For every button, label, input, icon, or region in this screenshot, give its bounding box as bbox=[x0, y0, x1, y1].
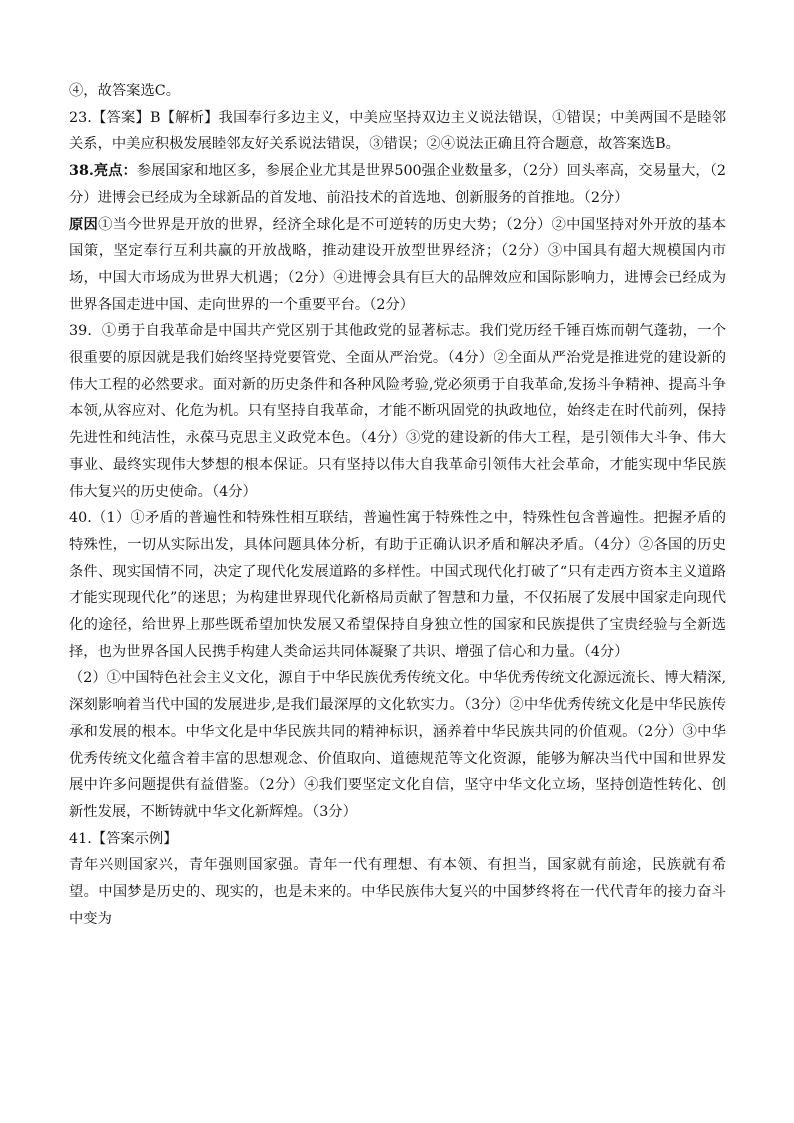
answer-38-reasons-text: ①当今世界是开放的世界，经济全球化是不可逆转的历史大势；（2分）②中国坚持对外开放的基本国策，坚定奉行互利共赢的开放战略，推动建设开放型世界经济；（2分）③中国具有超大规模国内市场，中国大市场成为世界大机遇；（2分）④进博会具有巨大的品牌效应和国际影响力，进博会已经成为世界各国走进中国、走向世界的一个重要平台。（2分） bbox=[69, 216, 727, 313]
answer-38-highlights bbox=[69, 158, 726, 211]
answer-38-highlights-label: 38.亮点： bbox=[69, 163, 137, 180]
answer-38-reasons bbox=[69, 212, 726, 319]
answer-41-heading: 41.【答案示例】 bbox=[69, 830, 178, 847]
answer-41-body: 青年兴则国家兴，青年强则国家强。青年一代有理想、有本领、有担当，国家就有前途，民族就有希望。中国梦是历史的、现实的，也是未来的。中华民族伟大复兴的中国梦终将在一代代青年的接力奋斗中变为 bbox=[69, 857, 726, 927]
answer-40-part1: 40.（1）①矛盾的普遍性和特殊性相互联结，普遍性寓于特殊性之中，特殊性包含普遍性。把握矛盾的特殊性，一切从实际出发，具体问题具体分析，有助于正确认识矛盾和解决矛盾。（4分）②各国的历史条件、现实国情不同，决定了现代化发展道路的多样性。中国式现代化打破了“只有走西方资本主义道路才能实现现代化”的迷思；为构建世界现代化新格局贡献了智慧和力量，不仅拓展了发展中国家走向现代化的途径，给世界上那些既希望加快发展又希望保持自身独立性的国家和民族提供了宝贵经验与全新选择，也为世界各国人民携手构建人类命运共同体凝聚了共识、增强了信心和力量。（4分） bbox=[69, 510, 726, 660]
answer-39: 39．①勇于自我革命是中国共产党区别于其他政党的显著标志。我们党历经千锤百炼而朝气蓬勃，一个很重要的原因就是我们始终坚持党要管党、全面从严治党。（4分）②全面从严治党是推进党的建设新的伟大工程的必然要求。面对新的历史条件和各种风险考验,党必须勇于自我革命,发扬斗争精神、提高斗争本领,从容应对、化危为机。只有坚持自我革命，才能不断巩固党的执政地位，始终走在时代前列，保持先进性和纯洁性，永葆马克思主义政党本色。（4分）③党的建设新的伟大工程，是引领伟大斗争、伟大事业、最终实现伟大梦想的根本保证。只有坚持以伟大自我革命引领伟大社会革命，才能实现中华民族伟大复兴的历史使命。（4分） bbox=[69, 323, 726, 500]
answer-23: 23.【答案】B【解析】我国奉行多边主义，中美应坚持双边主义说法错误，①错误；中美两国不是睦邻关系，中美应积极发展睦邻友好关系说法错误，③错误；②④说法正确且符合题意，故答案选B。 bbox=[69, 109, 726, 153]
answer-38-reasons-label: 原因 bbox=[69, 216, 99, 233]
answer-40-part2: （2）①中国特色社会主义文化，源自于中华民族优秀传统文化。中华优秀传统文化源远流长、博大精深,深刻影响着当代中国的发展进步,是我们最深厚的文化软实力。（3分）②中华优秀传统文化是中华民族传承和发展的根本。中华文化是中华民族共同的精神标识，涵养着中华民族共同的价值观。（2分）③中华优秀传统文化蕴含着丰富的思想观念、价值取向、道德规范等文化资源，能够为解决当代中国和世界发展中许多问题提供有益借鉴。（2分）④我们要坚定文化自信，坚守中华文化立场，坚持创造性转化、创新性发展，不断铸就中华文化新辉煌。（3分） bbox=[69, 670, 726, 820]
answer-22-tail: ④，故答案选C。 bbox=[69, 83, 181, 99]
answer-38-highlights-text: 参展国家和地区多，参展企业尤其是世界500强企业数量多，（2分）回头率高，交易量大，（2分）进博会已经成为全球新品的首发地、前沿技术的首选地、创新服务的首推地。（2分） bbox=[69, 163, 726, 206]
